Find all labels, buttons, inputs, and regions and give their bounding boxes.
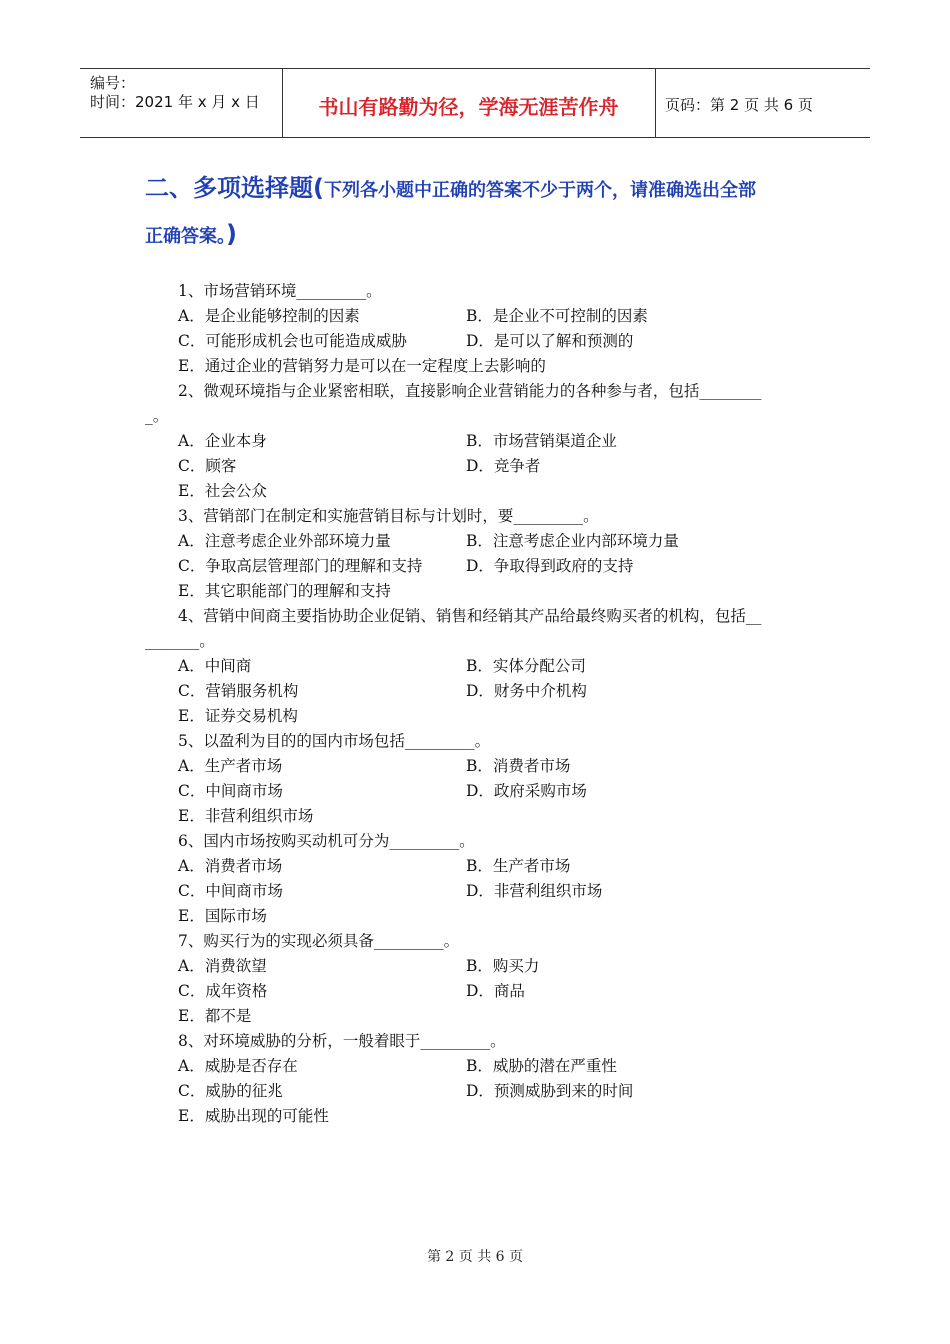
question-4-option-e: E．证券交易机构 — [178, 707, 298, 725]
question-5-option-b: B．消费者市场 — [466, 757, 571, 775]
instruction-open-paren: ( — [313, 174, 324, 202]
question-5-option-d: D．政府采购市场 — [466, 782, 587, 800]
section-instruction-line1: 下列各小题中正确的答案不少于两个，请准确选出全部 — [323, 180, 756, 201]
question-1-stem: 1、市场营销环境_________。 — [178, 282, 382, 300]
question-4-option-d: D．财务中介机构 — [466, 682, 587, 700]
question-4-option-a: A．中间商 — [178, 657, 252, 675]
question-5-option-c: C．中间商市场 — [178, 782, 283, 800]
question-2-option-d: D．竞争者 — [466, 457, 541, 475]
question-6-option-b: B．生产者市场 — [466, 857, 571, 875]
question-1-option-b: B．是企业不可控制的因素 — [466, 307, 648, 325]
section-instruction-line2: 正确答案。 — [145, 226, 226, 247]
question-7-option-c: C．成年资格 — [178, 982, 268, 1000]
question-3-option-e: E．其它职能部门的理解和支持 — [178, 582, 391, 600]
question-7-option-d: D．商品 — [466, 982, 525, 1000]
question-3-option-c: C．争取高层管理部门的理解和支持 — [178, 557, 423, 575]
question-7-option-a: A．消费欲望 — [178, 957, 267, 975]
question-8-option-c: C．威胁的征兆 — [178, 1082, 283, 1100]
question-6-option-a: A．消费者市场 — [178, 857, 283, 875]
document-number-label: 编号： — [90, 74, 136, 92]
question-1-option-e: E．通过企业的营销努力是可以在一定程度上去影响的 — [178, 357, 546, 375]
question-3-option-a: A．注意考虑企业外部环境力量 — [178, 532, 391, 550]
question-5-option-a: A．生产者市场 — [178, 757, 283, 775]
question-1-option-a: A．是企业能够控制的因素 — [178, 307, 360, 325]
question-2-stem: 2、微观环境指与企业紧密相联，直接影响企业营销能力的各种参与者，包括________ — [178, 382, 762, 400]
question-2-option-b: B．市场营销渠道企业 — [466, 432, 617, 450]
section-heading-cont — [145, 220, 237, 248]
question-6-option-c: C．中间商市场 — [178, 882, 283, 900]
question-8-option-d: D．预测威胁到来的时间 — [466, 1082, 634, 1100]
question-2-option-c: C．顾客 — [178, 457, 237, 475]
question-8-option-e: E．威胁出现的可能性 — [178, 1107, 329, 1125]
question-8-stem: 8、对环境威胁的分析，一般着眼于_________。 — [178, 1032, 506, 1050]
question-1-option-d: D．是可以了解和预测的 — [466, 332, 634, 350]
section-heading — [145, 168, 756, 203]
question-2-stem-cont: _。 — [145, 407, 169, 425]
question-6-stem: 6、国内市场按购买动机可分为_________。 — [178, 832, 475, 850]
question-4-stem-cont: _______。 — [145, 632, 215, 650]
question-3-stem: 3、营销部门在制定和实施营销目标与计划时，要_________。 — [178, 507, 599, 525]
question-2-option-e: E．社会公众 — [178, 482, 267, 500]
question-7-option-b: B．购买力 — [466, 957, 540, 975]
document-header — [80, 68, 870, 138]
question-4-option-b: B．实体分配公司 — [466, 657, 586, 675]
header-meta-cell — [80, 69, 283, 137]
question-4-stem: 4、营销中间商主要指协助企业促销、销售和经销其产品给最终购买者的机构，包括__ — [178, 607, 762, 625]
page-footer: 第 2 页 共 6 页 — [426, 1249, 524, 1265]
question-6-option-e: E．国际市场 — [178, 907, 267, 925]
question-2-option-a: A．企业本身 — [178, 432, 267, 450]
question-7-stem: 7、购买行为的实现必须具备_________。 — [178, 932, 460, 950]
header-page-cell — [655, 69, 870, 137]
section-title: 二、多项选择题 — [145, 174, 313, 202]
question-4-option-c: C．营销服务机构 — [178, 682, 299, 700]
question-8-option-a: A．威胁是否存在 — [178, 1057, 298, 1075]
question-5-stem: 5、以盈利为目的的国内市场包括_________。 — [178, 732, 491, 750]
question-6-option-d: D．非营利组织市场 — [466, 882, 603, 900]
question-3-option-b: B．注意考虑企业内部环境力量 — [466, 532, 679, 550]
question-8-option-b: B．威胁的潜在严重性 — [466, 1057, 617, 1075]
header-page-info: 页码：第 2 页 共 6 页 — [665, 96, 813, 114]
instruction-close-paren: ) — [226, 220, 237, 248]
question-7-option-e: E．都不是 — [178, 1007, 252, 1025]
question-3-option-d: D．争取得到政府的支持 — [466, 557, 634, 575]
question-1-option-c: C．可能形成机会也可能造成威胁 — [178, 332, 407, 350]
document-time-label: 时间：2021 年 x 月 x 日 — [90, 93, 260, 111]
question-5-option-e: E．非营利组织市场 — [178, 807, 314, 825]
header-motto-cell — [282, 69, 656, 137]
header-motto: 书山有路勤为径，学海无涯苦作舟 — [318, 95, 619, 119]
